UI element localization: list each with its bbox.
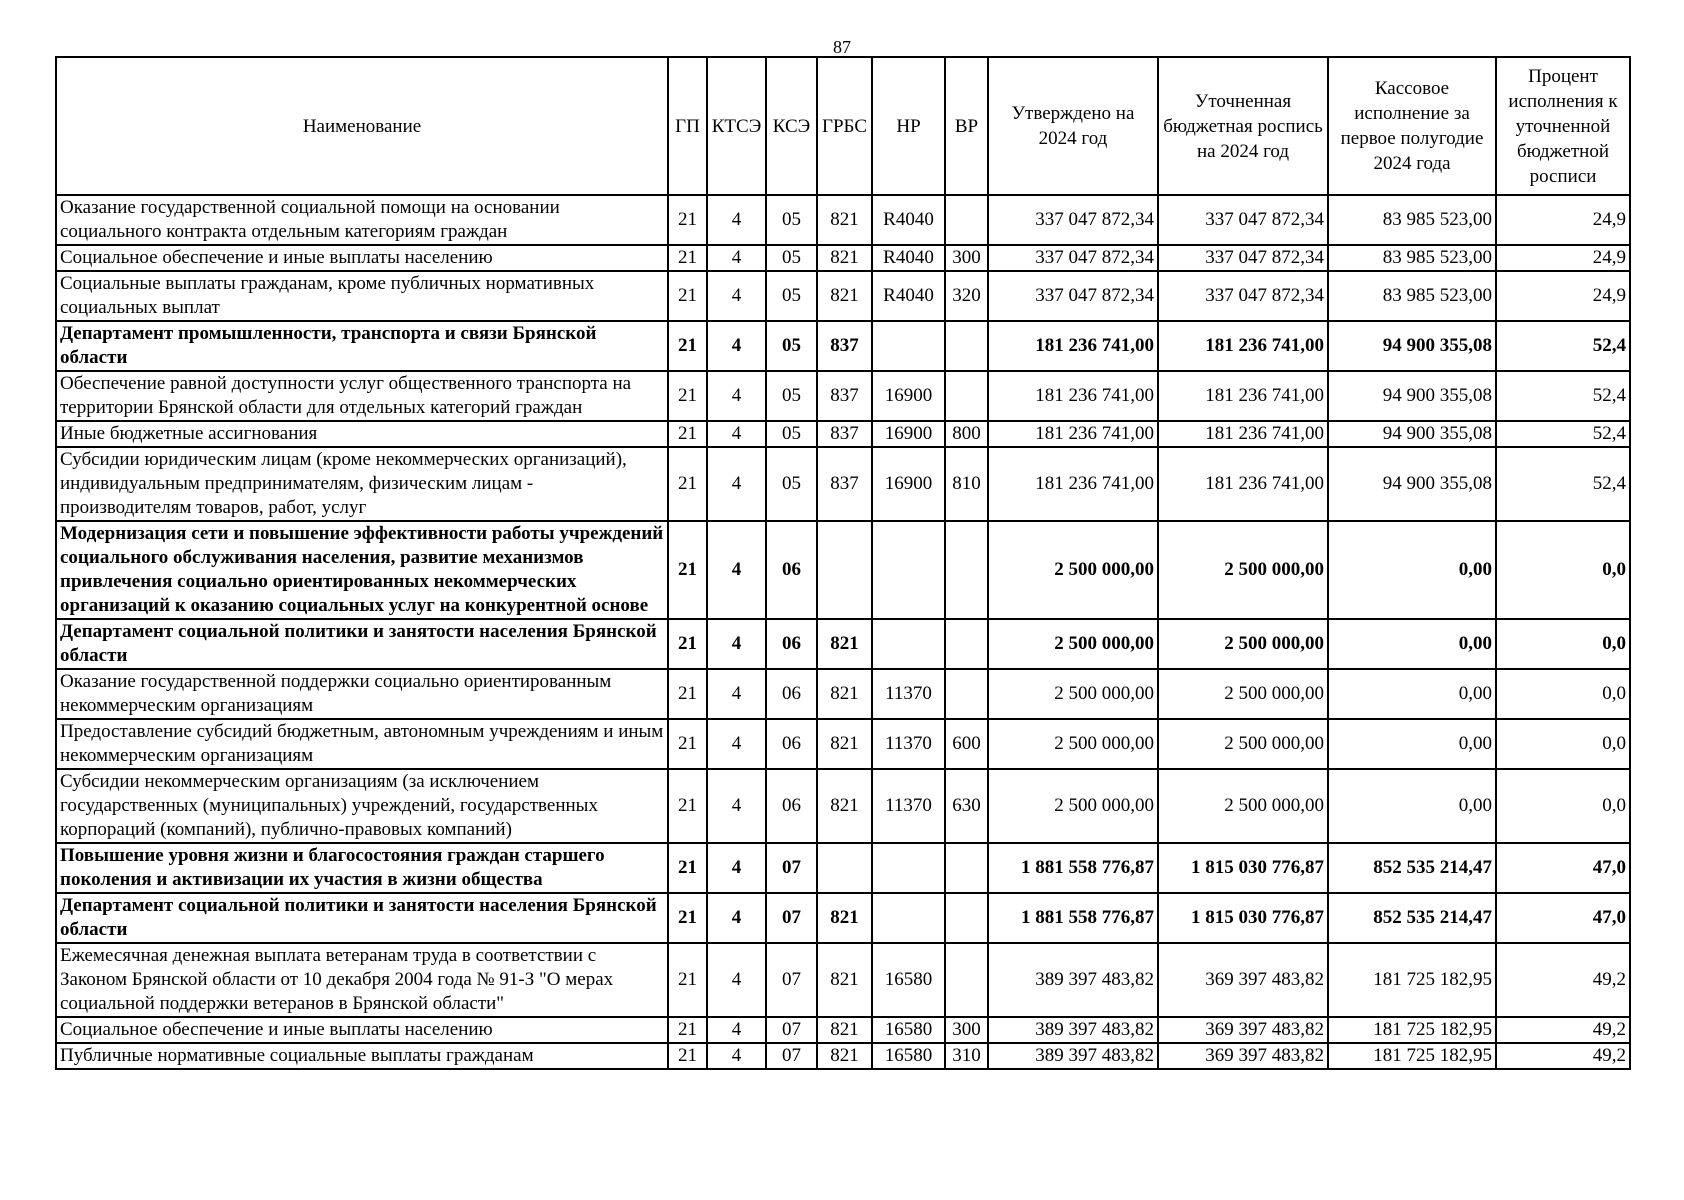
table-row	[56, 843, 1630, 893]
cell-grbs	[817, 521, 872, 619]
cell-vr	[945, 195, 988, 245]
cell-grbs: 821	[817, 619, 872, 669]
cell-ktse: 4	[707, 245, 766, 271]
cell-kse: 07	[766, 943, 817, 1017]
cell-grbs: 821	[817, 719, 872, 769]
cell-name: Оказание государственной поддержки социально ориентированным некоммерческим организациям	[56, 669, 668, 719]
cell-approved: 1 881 558 776,87	[988, 843, 1158, 893]
cell-kse: 07	[766, 1017, 817, 1043]
cell-approved: 181 236 741,00	[988, 447, 1158, 521]
cell-kse: 06	[766, 619, 817, 669]
cell-cash: 94 900 355,08	[1328, 421, 1496, 447]
cell-cash: 94 900 355,08	[1328, 321, 1496, 371]
cell-kse: 06	[766, 669, 817, 719]
cell-vr: 320	[945, 271, 988, 321]
cell-ktse: 4	[707, 371, 766, 421]
cell-name: Предоставление субсидий бюджетным, автономным учреждениям и иным некоммерческим организациям	[56, 719, 668, 769]
cell-nr: 16580	[872, 943, 945, 1017]
cell-percent: 52,4	[1496, 371, 1630, 421]
cell-gp: 21	[668, 669, 707, 719]
cell-cash: 83 985 523,00	[1328, 271, 1496, 321]
cell-ktse: 4	[707, 1043, 766, 1069]
cell-approved: 2 500 000,00	[988, 769, 1158, 843]
cell-vr	[945, 843, 988, 893]
cell-refined: 2 500 000,00	[1158, 719, 1328, 769]
cell-gp: 21	[668, 447, 707, 521]
cell-percent: 49,2	[1496, 1017, 1630, 1043]
cell-vr: 600	[945, 719, 988, 769]
cell-approved: 389 397 483,82	[988, 1043, 1158, 1069]
cell-grbs: 821	[817, 669, 872, 719]
cell-gp: 21	[668, 245, 707, 271]
header-ktse: КТСЭ	[707, 57, 766, 195]
cell-grbs: 821	[817, 893, 872, 943]
cell-cash: 94 900 355,08	[1328, 371, 1496, 421]
cell-percent: 0,0	[1496, 719, 1630, 769]
cell-refined: 369 397 483,82	[1158, 1043, 1328, 1069]
budget-table	[55, 56, 1631, 1070]
cell-percent: 24,9	[1496, 195, 1630, 245]
cell-refined: 369 397 483,82	[1158, 943, 1328, 1017]
table-row	[56, 669, 1630, 719]
header-approved: Утверждено на 2024 год	[988, 57, 1158, 195]
cell-nr	[872, 619, 945, 669]
cell-nr: 16900	[872, 371, 945, 421]
cell-name: Социальное обеспечение и иные выплаты населению	[56, 245, 668, 271]
cell-gp: 21	[668, 1043, 707, 1069]
cell-ktse: 4	[707, 321, 766, 371]
page-number: 87	[833, 37, 851, 57]
cell-approved: 181 236 741,00	[988, 371, 1158, 421]
table-row	[56, 271, 1630, 321]
cell-grbs: 821	[817, 943, 872, 1017]
cell-kse: 05	[766, 371, 817, 421]
cell-percent: 49,2	[1496, 1043, 1630, 1069]
cell-kse: 05	[766, 321, 817, 371]
cell-cash: 852 535 214,47	[1328, 843, 1496, 893]
cell-approved: 2 500 000,00	[988, 669, 1158, 719]
table-row	[56, 1043, 1630, 1069]
cell-ktse: 4	[707, 195, 766, 245]
cell-ktse: 4	[707, 943, 766, 1017]
cell-cash: 0,00	[1328, 769, 1496, 843]
cell-kse: 06	[766, 521, 817, 619]
header-refined: Уточненная бюджетная роспись на 2024 год	[1158, 57, 1328, 195]
cell-nr: 11370	[872, 769, 945, 843]
cell-approved: 337 047 872,34	[988, 195, 1158, 245]
cell-approved: 2 500 000,00	[988, 521, 1158, 619]
cell-refined: 369 397 483,82	[1158, 1017, 1328, 1043]
cell-name: Социальные выплаты гражданам, кроме публичных нормативных социальных выплат	[56, 271, 668, 321]
cell-percent: 52,4	[1496, 421, 1630, 447]
cell-refined: 181 236 741,00	[1158, 447, 1328, 521]
cell-cash: 181 725 182,95	[1328, 1043, 1496, 1069]
cell-refined: 2 500 000,00	[1158, 619, 1328, 669]
cell-cash: 83 985 523,00	[1328, 195, 1496, 245]
cell-nr	[872, 843, 945, 893]
table-row	[56, 195, 1630, 245]
cell-percent: 0,0	[1496, 769, 1630, 843]
table-header-row	[56, 57, 1630, 195]
cell-kse: 07	[766, 843, 817, 893]
cell-cash: 181 725 182,95	[1328, 943, 1496, 1017]
cell-kse: 05	[766, 421, 817, 447]
cell-percent: 0,0	[1496, 619, 1630, 669]
cell-nr: R4040	[872, 271, 945, 321]
cell-kse: 07	[766, 1043, 817, 1069]
cell-nr: R4040	[872, 195, 945, 245]
cell-vr	[945, 669, 988, 719]
cell-kse: 05	[766, 245, 817, 271]
header-vr: ВР	[945, 57, 988, 195]
cell-grbs: 821	[817, 195, 872, 245]
cell-nr: 11370	[872, 669, 945, 719]
cell-refined: 337 047 872,34	[1158, 245, 1328, 271]
cell-vr	[945, 893, 988, 943]
cell-gp: 21	[668, 421, 707, 447]
cell-percent: 47,0	[1496, 893, 1630, 943]
cell-ktse: 4	[707, 893, 766, 943]
cell-name: Публичные нормативные социальные выплаты гражданам	[56, 1043, 668, 1069]
cell-name: Департамент промышленности, транспорта и связи Брянской области	[56, 321, 668, 371]
cell-ktse: 4	[707, 843, 766, 893]
cell-cash: 0,00	[1328, 619, 1496, 669]
table-row	[56, 371, 1630, 421]
header-percent: Процент исполнения к уточненной бюджетной росписи	[1496, 57, 1630, 195]
cell-grbs	[817, 843, 872, 893]
cell-gp: 21	[668, 769, 707, 843]
cell-ktse: 4	[707, 619, 766, 669]
cell-nr	[872, 321, 945, 371]
cell-nr	[872, 893, 945, 943]
cell-gp: 21	[668, 371, 707, 421]
cell-grbs: 837	[817, 421, 872, 447]
cell-percent: 24,9	[1496, 271, 1630, 321]
cell-vr	[945, 321, 988, 371]
table-row	[56, 1017, 1630, 1043]
cell-refined: 2 500 000,00	[1158, 769, 1328, 843]
cell-ktse: 4	[707, 719, 766, 769]
cell-nr: 16580	[872, 1017, 945, 1043]
header-gp: ГП	[668, 57, 707, 195]
cell-refined: 2 500 000,00	[1158, 669, 1328, 719]
cell-percent: 49,2	[1496, 943, 1630, 1017]
cell-name: Субсидии некоммерческим организациям (за исключением государственных (муниципальных) учреждений, государственных корпораций (компаний), публично-правовых компаний)	[56, 769, 668, 843]
cell-percent: 24,9	[1496, 245, 1630, 271]
table-row	[56, 521, 1630, 619]
cell-approved: 389 397 483,82	[988, 1017, 1158, 1043]
cell-grbs: 837	[817, 447, 872, 521]
cell-percent: 52,4	[1496, 447, 1630, 521]
cell-grbs: 821	[817, 769, 872, 843]
cell-grbs: 821	[817, 1017, 872, 1043]
table-row	[56, 893, 1630, 943]
cell-kse: 06	[766, 769, 817, 843]
cell-refined: 181 236 741,00	[1158, 421, 1328, 447]
cell-approved: 181 236 741,00	[988, 421, 1158, 447]
cell-ktse: 4	[707, 1017, 766, 1043]
cell-grbs: 821	[817, 245, 872, 271]
cell-nr: 11370	[872, 719, 945, 769]
cell-percent: 52,4	[1496, 321, 1630, 371]
cell-approved: 389 397 483,82	[988, 943, 1158, 1017]
cell-gp: 21	[668, 619, 707, 669]
cell-refined: 337 047 872,34	[1158, 195, 1328, 245]
cell-cash: 83 985 523,00	[1328, 245, 1496, 271]
cell-kse: 07	[766, 893, 817, 943]
cell-percent: 0,0	[1496, 521, 1630, 619]
cell-ktse: 4	[707, 271, 766, 321]
cell-approved: 1 881 558 776,87	[988, 893, 1158, 943]
table-body	[56, 195, 1630, 1069]
cell-approved: 337 047 872,34	[988, 245, 1158, 271]
cell-name: Департамент социальной политики и занятости населения Брянской области	[56, 893, 668, 943]
cell-refined: 181 236 741,00	[1158, 371, 1328, 421]
cell-grbs: 821	[817, 1043, 872, 1069]
table-row	[56, 421, 1630, 447]
cell-gp: 21	[668, 893, 707, 943]
cell-vr	[945, 521, 988, 619]
cell-gp: 21	[668, 719, 707, 769]
cell-gp: 21	[668, 321, 707, 371]
table-row	[56, 769, 1630, 843]
cell-nr: R4040	[872, 245, 945, 271]
cell-ktse: 4	[707, 447, 766, 521]
cell-ktse: 4	[707, 521, 766, 619]
cell-cash: 0,00	[1328, 669, 1496, 719]
cell-percent: 0,0	[1496, 669, 1630, 719]
cell-cash: 852 535 214,47	[1328, 893, 1496, 943]
table-row	[56, 245, 1630, 271]
cell-name: Повышение уровня жизни и благосостояния граждан старшего поколения и активизации их участия в жизни общества	[56, 843, 668, 893]
cell-vr	[945, 943, 988, 1017]
cell-kse: 05	[766, 271, 817, 321]
cell-vr: 300	[945, 245, 988, 271]
cell-nr: 16900	[872, 421, 945, 447]
cell-gp: 21	[668, 521, 707, 619]
cell-gp: 21	[668, 943, 707, 1017]
cell-kse: 05	[766, 447, 817, 521]
header-grbs: ГРБС	[817, 57, 872, 195]
cell-kse: 05	[766, 195, 817, 245]
cell-percent: 47,0	[1496, 843, 1630, 893]
cell-approved: 181 236 741,00	[988, 321, 1158, 371]
cell-vr: 300	[945, 1017, 988, 1043]
cell-vr: 800	[945, 421, 988, 447]
cell-ktse: 4	[707, 769, 766, 843]
cell-refined: 2 500 000,00	[1158, 521, 1328, 619]
cell-cash: 94 900 355,08	[1328, 447, 1496, 521]
cell-ktse: 4	[707, 421, 766, 447]
cell-nr: 16580	[872, 1043, 945, 1069]
cell-name: Модернизация сети и повышение эффективности работы учреждений социального обслуживания населения, развитие механизмов привлечения социально ориентированных некоммерческих организаций к оказанию социальных услуг на конкурентной основе	[56, 521, 668, 619]
cell-approved: 2 500 000,00	[988, 619, 1158, 669]
table-row	[56, 321, 1630, 371]
cell-cash: 0,00	[1328, 719, 1496, 769]
header-nr: НР	[872, 57, 945, 195]
table-row	[56, 447, 1630, 521]
cell-vr	[945, 619, 988, 669]
cell-name: Субсидии юридическим лицам (кроме некоммерческих организаций), индивидуальным предпринимателям, физическим лицам - производителям товаров, работ, услуг	[56, 447, 668, 521]
cell-approved: 2 500 000,00	[988, 719, 1158, 769]
cell-nr: 16900	[872, 447, 945, 521]
cell-kse: 06	[766, 719, 817, 769]
cell-grbs: 837	[817, 371, 872, 421]
cell-gp: 21	[668, 271, 707, 321]
cell-vr	[945, 371, 988, 421]
cell-gp: 21	[668, 1017, 707, 1043]
cell-refined: 1 815 030 776,87	[1158, 843, 1328, 893]
table-row	[56, 719, 1630, 769]
cell-name: Ежемесячная денежная выплата ветеранам труда в соответствии с Законом Брянской области от 10 декабря 2004 года № 91-З "О мерах социальной поддержки ветеранов в Брянской области"	[56, 943, 668, 1017]
cell-name: Социальное обеспечение и иные выплаты населению	[56, 1017, 668, 1043]
header-cash: Кассовое исполнение за первое полугодие 2024 года	[1328, 57, 1496, 195]
cell-cash: 181 725 182,95	[1328, 1017, 1496, 1043]
cell-ktse: 4	[707, 669, 766, 719]
cell-name: Иные бюджетные ассигнования	[56, 421, 668, 447]
cell-refined: 337 047 872,34	[1158, 271, 1328, 321]
cell-cash: 0,00	[1328, 521, 1496, 619]
cell-grbs: 821	[817, 271, 872, 321]
cell-gp: 21	[668, 195, 707, 245]
cell-name: Обеспечение равной доступности услуг общественного транспорта на территории Брянской области для отдельных категорий граждан	[56, 371, 668, 421]
table-row	[56, 943, 1630, 1017]
cell-grbs: 837	[817, 321, 872, 371]
cell-vr: 810	[945, 447, 988, 521]
cell-vr: 630	[945, 769, 988, 843]
table-row	[56, 619, 1630, 669]
cell-approved: 337 047 872,34	[988, 271, 1158, 321]
cell-name: Оказание государственной социальной помощи на основании социального контракта отдельным категориям граждан	[56, 195, 668, 245]
cell-name: Департамент социальной политики и занятости населения Брянской области	[56, 619, 668, 669]
cell-vr: 310	[945, 1043, 988, 1069]
cell-gp: 21	[668, 843, 707, 893]
cell-nr	[872, 521, 945, 619]
header-name: Наименование	[56, 57, 668, 195]
header-kse: КСЭ	[766, 57, 817, 195]
cell-refined: 181 236 741,00	[1158, 321, 1328, 371]
cell-refined: 1 815 030 776,87	[1158, 893, 1328, 943]
